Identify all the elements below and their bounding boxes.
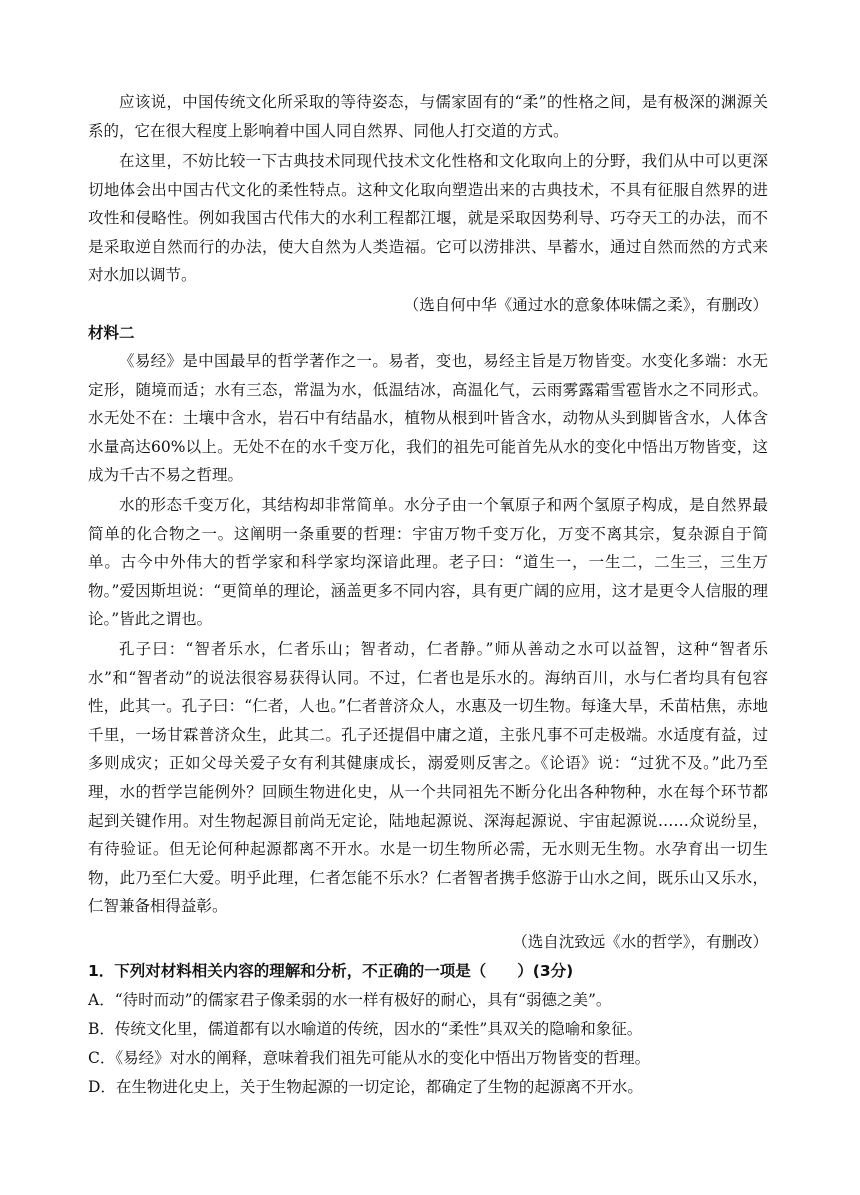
question-1-option-a: A．“待时而动”的儒家君子像柔弱的水一样有极好的耐心，具有“弱德之美”。 <box>88 991 612 1009</box>
material2-paragraph-3: 孔子曰：“智者乐水，仁者乐山；智者动，仁者静。”师从善动之水可以益智，这种“智者乐水”和“智者动”的说法很容易获得认同。不过，仁者也是乐水的。海纳百川，水与仁者均具有包容性，此其一。孔子曰：“仁者，人也。”仁者普济众人，水惠及一切生物。每逢大旱，禾苗枯焦，赤地千里，一场甘霖普济众生，此其二。孔子还提倡中庸之道，主张凡事不可走极端。水适度有益，过多则成灾；正如父母关爱子女有利其健康成长，溺爱则反害之。《论语》说：“过犹不及。”此乃至理，水的哲学岂能例外？回顾生物进化史，从一个共同祖先不断分化出各种物种，水在每个环节都起到关键作用。对生物起源目前尚无定论，陆地起源说、深海起源说、宇宙起源说……众说纷呈，有待验证。但无论何种起源都离不开水。水是一切生物所必需，无水则无生物。水孕育出一切生物，此乃至仁大爱。明乎此理，仁者怎能不乐水？仁者智者携手悠游于山水之间，既乐山又乐水，仁智兼备相得益彰。 <box>88 640 768 916</box>
material1-paragraph-1: 应该说，中国传统文化所采取的等待姿态，与儒家固有的“柔”的性格之间，是有极深的渊源关系的，它在很大程度上影响着中国人同自然界、同他人打交道的方式。 <box>88 93 768 140</box>
material2-heading: 材料二 <box>88 324 135 342</box>
material1-paragraph-2: 在这里，不妨比较一下古典技术同现代技术文化性格和文化取向上的分野，我们从中可以更深切地体会出中国古代文化的柔性特点。这种文化取向塑造出来的古典技术，不具有征服自然界的进攻性和侵略性。例如我国古代伟大的水利工程都江堰，就是采取因势利导、巧夺天工的办法，而不是采取逆自然而行的办法，使大自然为人类造福。它可以涝排洪、旱蓄水，通过自然而然的方式来对水加以调节。 <box>88 152 768 285</box>
material2-paragraph-1: 《易经》是中国最早的哲学著作之一。易者，变也，易经主旨是万物皆变。水变化多端：水无定形，随境而适；水有三态，常温为水，低温结冰，高温化气，云雨雾露霜雪雹皆水之不同形式。水无处不在：土壤中含水，岩石中有结晶水，植物从根到叶皆含水，动物从头到脚皆含水，人体含水量高达60%以上。无处不在的水千变万化，我们的祖先可能首先从水的变化中悟出万物皆变，这成为千古不易之哲理。 <box>88 352 768 485</box>
material1-source: （选自何中华《通过水的意象体味儒之柔》，有删改） <box>403 296 768 314</box>
material2-source: （选自沈致远《水的哲学》，有删改） <box>512 933 768 951</box>
question-1-option-b: B．传统文化里，儒道都有以水喻道的传统，因水的“柔性”具双关的隐喻和象征。 <box>88 1020 643 1038</box>
question-1-option-d: D．在生物进化史上，关于生物起源的一切定论，都确定了生物的起源离不开水。 <box>88 1078 643 1096</box>
question-1-stem: 1．下列对材料相关内容的理解和分析，不正确的一项是（ ）(3分) <box>88 962 574 980</box>
question-1-option-c: C．《易经》对水的阐释，意味着我们祖先可能从水的变化中悟出万物皆变的哲理。 <box>88 1049 651 1067</box>
material2-paragraph-2: 水的形态千变万化，其结构却非常简单。水分子由一个氧原子和两个氢原子构成，是自然界最简单的化合物之一。这阐明一条重要的哲理：宇宙万物千变万化，万变不离其宗，复杂源自于简单。古今中外伟大的哲学家和科学家均深谙此理。老子曰：“道生一，一生二，二生三，三生万物。”爱因斯坦说：“更简单的理论，涵盖更多不同内容，具有更广阔的应用，这才是更令人信服的理论。”皆此之谓也。 <box>88 496 768 629</box>
